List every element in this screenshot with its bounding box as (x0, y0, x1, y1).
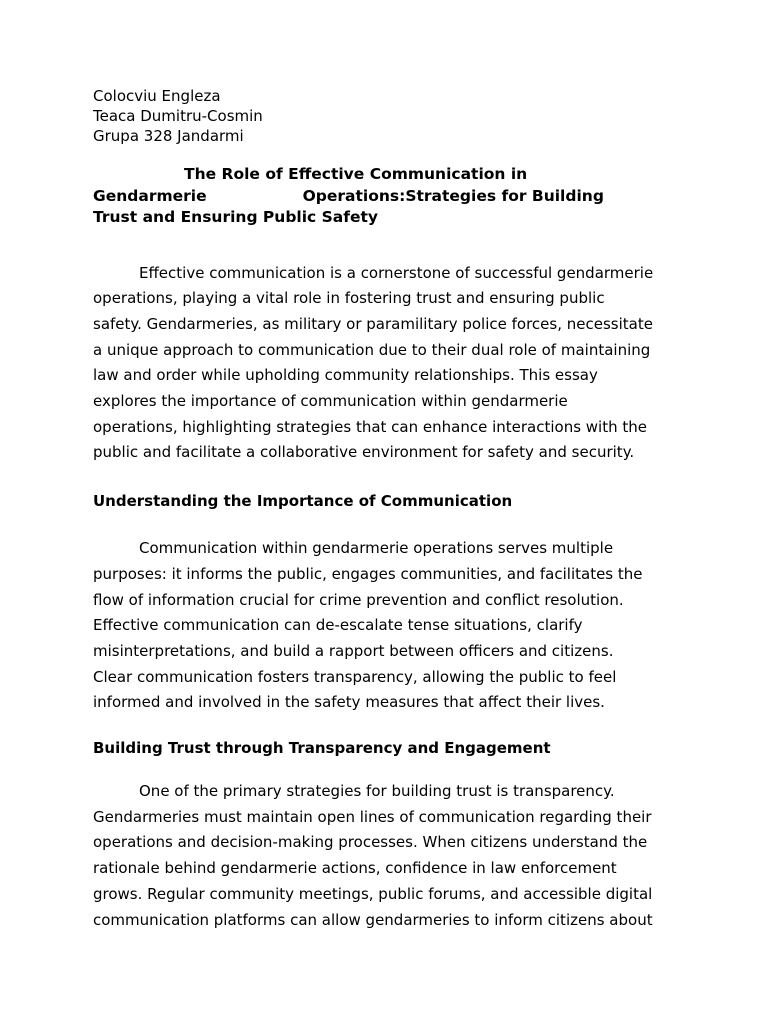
paragraph-line: Effective communication can de-escalate tense situations, clarify (93, 616, 583, 635)
paragraph-line: safety. Gendarmeries, as military or paramilitary police forces, necessitate (93, 314, 653, 333)
paragraph-line: communication platforms can allow gendarmeries to inform citizens about (93, 910, 653, 929)
paragraph-line: explores the importance of communication within gendarmerie (93, 392, 568, 411)
essay-title-line-1: The Role of Effective Communication in (184, 165, 528, 183)
essay-title-line-3: Trust and Ensuring Public Safety (93, 208, 379, 226)
paragraph-line: public and facilitate a collaborative environment for safety and security. (93, 443, 635, 462)
paragraph-line: informed and involved in the safety measures that affect their lives. (93, 693, 605, 712)
essay-title (93, 164, 683, 229)
paragraph-line: Effective communication is a cornerstone of successful gendarmerie (139, 263, 654, 282)
essay-title-line-2 (93, 186, 683, 208)
trust-paragraph (93, 779, 683, 933)
section-heading-importance: Understanding the Importance of Communication (93, 492, 513, 511)
document-page (93, 86, 683, 933)
paragraph-line: operations and decision-making processes. When citizens understand the (93, 833, 648, 852)
section-heading-trust: Building Trust through Transparency and Engagement (93, 739, 551, 758)
paragraph-line: grows. Regular community meetings, public forums, and accessible digital (93, 884, 653, 903)
paragraph-line: operations, playing a vital role in fostering trust and ensuring public (93, 289, 605, 308)
group-name: Grupa 328 Jandarmi (93, 127, 244, 145)
essay-title-line-2-part-2: Operations:Strategies for Building (302, 186, 604, 205)
paragraph-line: misinterpretations, and build a rapport between officers and citizens. (93, 641, 614, 660)
essay-title-line-2-part-1: Gendarmerie (93, 186, 207, 205)
paragraph-line: operations, highlighting strategies that can enhance interactions with the (93, 417, 647, 436)
paragraph-line: Communication within gendarmerie operations serves multiple (139, 539, 614, 558)
importance-paragraph (93, 536, 683, 716)
intro-paragraph (93, 261, 683, 467)
author-name: Teaca Dumitru-Cosmin (93, 107, 263, 125)
paragraph-line: One of the primary strategies for building trust is transparency. (139, 782, 615, 801)
paragraph-line: law and order while upholding community relationships. This essay (93, 366, 598, 385)
paragraph-line: flow of information crucial for crime prevention and conflict resolution. (93, 590, 624, 609)
paragraph-line: Gendarmeries must maintain open lines of communication regarding their (93, 807, 652, 826)
paragraph-line: a unique approach to communication due to their dual role of maintaining (93, 340, 651, 359)
paragraph-line: purposes: it informs the public, engages communities, and facilitates the (93, 564, 643, 583)
paragraph-line: Clear communication fosters transparency, allowing the public to feel (93, 667, 617, 686)
course-name: Colocviu Engleza (93, 87, 221, 105)
paragraph-line: rationale behind gendarmerie actions, confidence in law enforcement (93, 859, 617, 878)
